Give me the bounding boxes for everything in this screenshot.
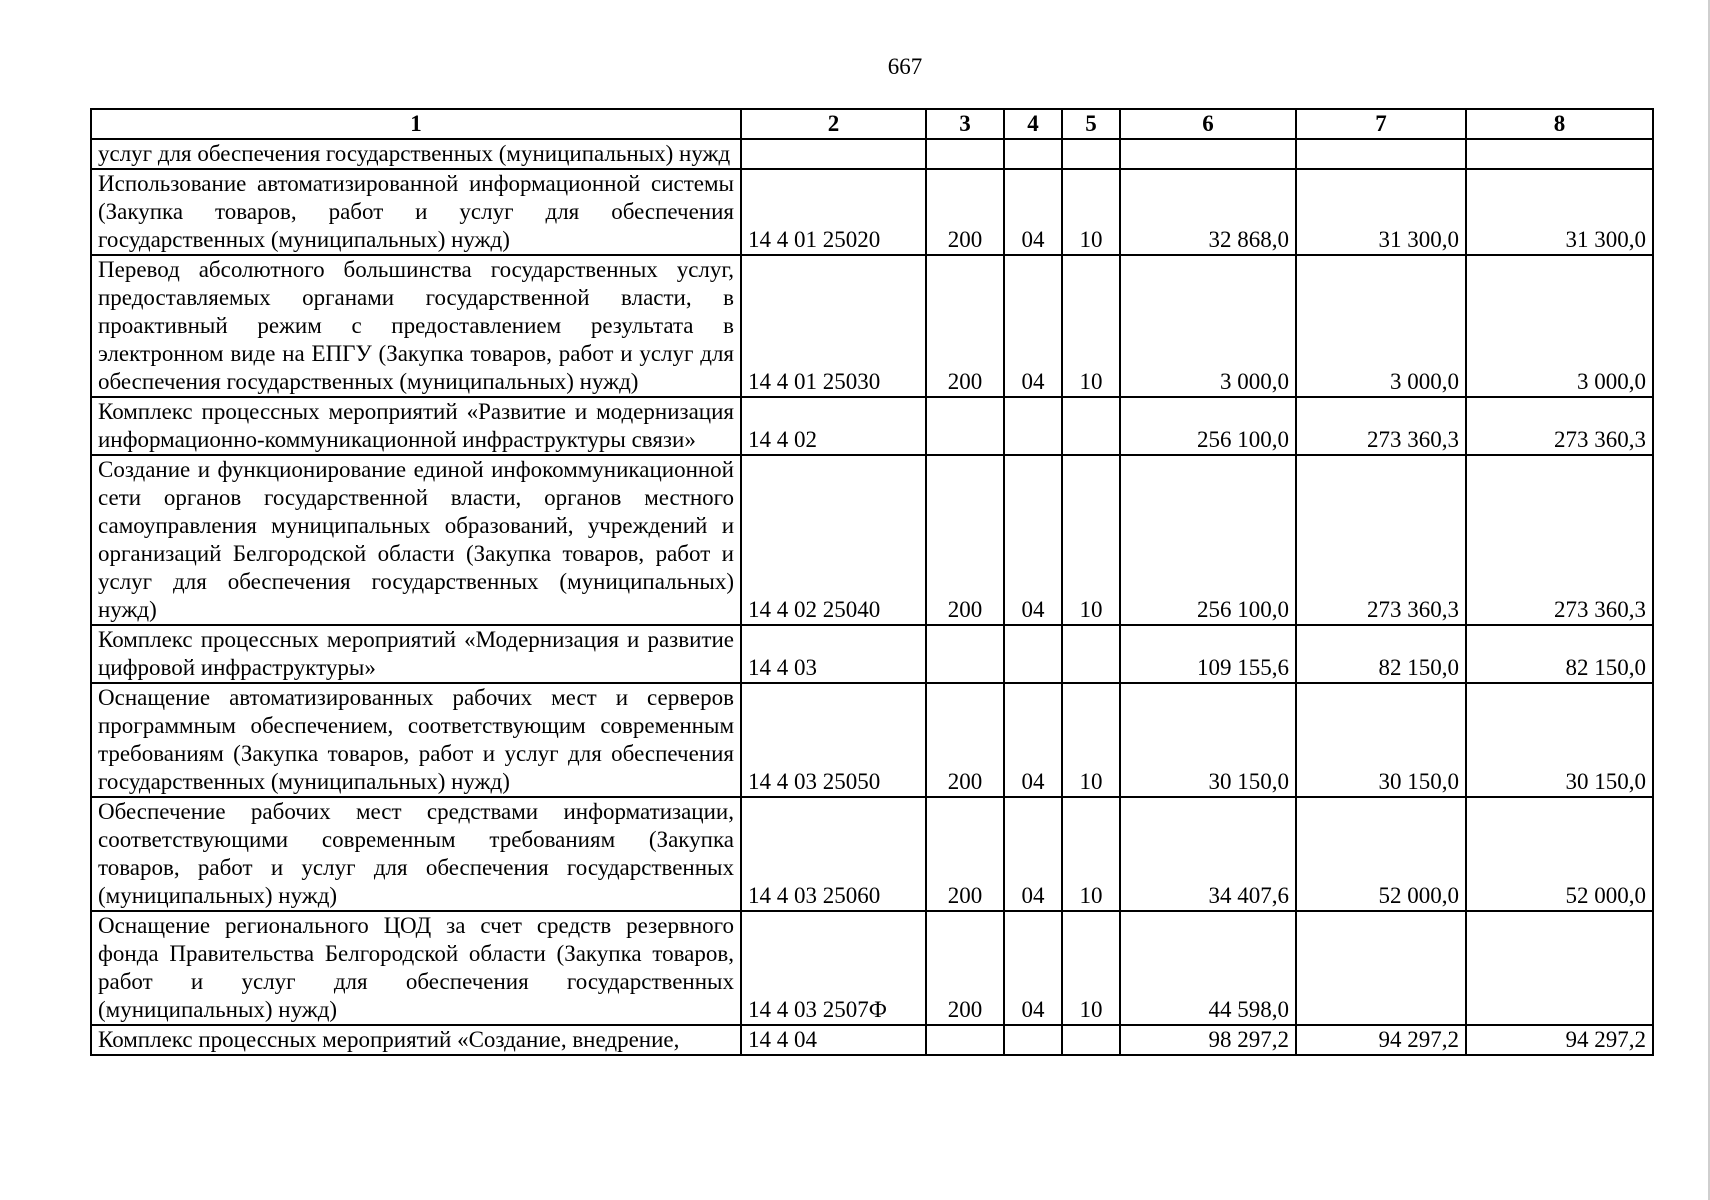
row-col5 (1062, 139, 1120, 169)
row-col6: 30 150,0 (1120, 683, 1296, 797)
row-col7: 82 150,0 (1296, 625, 1466, 683)
row-col6: 32 868,0 (1120, 169, 1296, 255)
row-col5 (1062, 397, 1120, 455)
budget-table (90, 108, 1654, 1056)
column-header: 1 (91, 109, 741, 139)
column-header: 5 (1062, 109, 1120, 139)
row-col3 (926, 139, 1004, 169)
column-header: 7 (1296, 109, 1466, 139)
row-col5 (1062, 1025, 1120, 1055)
page-number: 667 (887, 54, 923, 79)
row-col3: 200 (926, 455, 1004, 625)
row-col6: 256 100,0 (1120, 397, 1296, 455)
row-col3 (926, 625, 1004, 683)
table-row (91, 911, 1653, 1025)
row-name: Оснащение автоматизированных рабочих мест и серверов программным обеспечением, соответствующим современным требованиям (Закупка товаров, работ и услуг для обеспечения государственных (муниципальных) нужд) (91, 683, 741, 797)
row-col4 (1004, 397, 1062, 455)
row-col4: 04 (1004, 455, 1062, 625)
row-col8: 94 297,2 (1466, 1025, 1653, 1055)
row-col5: 10 (1062, 683, 1120, 797)
row-name: Комплекс процессных мероприятий «Развитие и модернизация информационно-коммуникационной инфраструктуры связи» (91, 397, 741, 455)
row-col5: 10 (1062, 255, 1120, 397)
row-col3: 200 (926, 169, 1004, 255)
row-col4 (1004, 625, 1062, 683)
row-col5: 10 (1062, 169, 1120, 255)
row-col5: 10 (1062, 455, 1120, 625)
row-name: Оснащение регионального ЦОД за счет средств резервного фонда Правительства Белгородской области (Закупка товаров, работ и услуг для обеспечения государственных (муниципальных) нужд) (91, 911, 741, 1025)
row-col3: 200 (926, 255, 1004, 397)
row-col4: 04 (1004, 797, 1062, 911)
table-row (91, 169, 1653, 255)
row-col6: 109 155,6 (1120, 625, 1296, 683)
row-code: 14 4 03 2507Ф (741, 911, 926, 1025)
row-col3 (926, 1025, 1004, 1055)
row-col8: 30 150,0 (1466, 683, 1653, 797)
row-col6: 44 598,0 (1120, 911, 1296, 1025)
row-col4: 04 (1004, 169, 1062, 255)
row-col7: 30 150,0 (1296, 683, 1466, 797)
row-col7: 3 000,0 (1296, 255, 1466, 397)
table-row (91, 455, 1653, 625)
row-col3 (926, 397, 1004, 455)
row-col4: 04 (1004, 255, 1062, 397)
row-col6 (1120, 139, 1296, 169)
row-col3: 200 (926, 683, 1004, 797)
row-col7: 52 000,0 (1296, 797, 1466, 911)
row-col4: 04 (1004, 911, 1062, 1025)
column-header: 6 (1120, 109, 1296, 139)
row-col6: 34 407,6 (1120, 797, 1296, 911)
row-col5: 10 (1062, 911, 1120, 1025)
row-col3: 200 (926, 911, 1004, 1025)
row-code: 14 4 03 25050 (741, 683, 926, 797)
row-code: 14 4 02 25040 (741, 455, 926, 625)
row-col6: 3 000,0 (1120, 255, 1296, 397)
row-col8: 52 000,0 (1466, 797, 1653, 911)
row-code: 14 4 01 25020 (741, 169, 926, 255)
row-code: 14 4 02 (741, 397, 926, 455)
row-name: Обеспечение рабочих мест средствами информатизации, соответствующими современным требованиям (Закупка товаров, работ и услуг для обеспечения государственных (муниципальных) нужд) (91, 797, 741, 911)
row-name: Использование автоматизированной информационной системы (Закупка товаров, работ и услуг для обеспечения государственных (муниципальных) нужд) (91, 169, 741, 255)
row-col7: 31 300,0 (1296, 169, 1466, 255)
row-col8 (1466, 911, 1653, 1025)
row-code: 14 4 01 25030 (741, 255, 926, 397)
row-col7: 94 297,2 (1296, 1025, 1466, 1055)
row-col8 (1466, 139, 1653, 169)
column-header: 3 (926, 109, 1004, 139)
row-col7 (1296, 139, 1466, 169)
column-header: 4 (1004, 109, 1062, 139)
row-code: 14 4 04 (741, 1025, 926, 1055)
row-col8: 273 360,3 (1466, 455, 1653, 625)
table-row (91, 139, 1653, 169)
row-col8: 273 360,3 (1466, 397, 1653, 455)
table-row (91, 397, 1653, 455)
row-name: Комплекс процессных мероприятий «Создание, внедрение, (91, 1025, 741, 1055)
row-col6: 98 297,2 (1120, 1025, 1296, 1055)
row-col5 (1062, 625, 1120, 683)
column-header: 8 (1466, 109, 1653, 139)
row-col4: 04 (1004, 683, 1062, 797)
row-col8: 31 300,0 (1466, 169, 1653, 255)
row-code: 14 4 03 (741, 625, 926, 683)
table-row (91, 625, 1653, 683)
row-code: 14 4 03 25060 (741, 797, 926, 911)
row-col7 (1296, 911, 1466, 1025)
row-name: услуг для обеспечения государственных (муниципальных) нужд (91, 139, 741, 169)
row-col4 (1004, 1025, 1062, 1055)
row-col8: 3 000,0 (1466, 255, 1653, 397)
row-col7: 273 360,3 (1296, 397, 1466, 455)
row-col3: 200 (926, 797, 1004, 911)
row-col7: 273 360,3 (1296, 455, 1466, 625)
table-row (91, 683, 1653, 797)
header-row (91, 109, 1653, 139)
row-name: Перевод абсолютного большинства государственных услуг, предоставляемых органами государственной власти, в проактивный режим с предоставлением результата в электронном виде на ЕПГУ (Закупка товаров, работ и услуг для обеспечения государственных (муниципальных) нужд) (91, 255, 741, 397)
row-code (741, 139, 926, 169)
row-name: Создание и функционирование единой инфокоммуникационной сети органов государственной власти, органов местного самоуправления муниципальных образований, учреждений и организаций Белгородской области (Закупка товаров, работ и услуг для обеспечения государственных (муниципальных) нужд) (91, 455, 741, 625)
row-col4 (1004, 139, 1062, 169)
row-name: Комплекс процессных мероприятий «Модернизация и развитие цифровой инфраструктуры» (91, 625, 741, 683)
row-col8: 82 150,0 (1466, 625, 1653, 683)
table-row (91, 797, 1653, 911)
row-col6: 256 100,0 (1120, 455, 1296, 625)
row-col5: 10 (1062, 797, 1120, 911)
table-row (91, 1025, 1653, 1055)
table-row (91, 255, 1653, 397)
column-header: 2 (741, 109, 926, 139)
